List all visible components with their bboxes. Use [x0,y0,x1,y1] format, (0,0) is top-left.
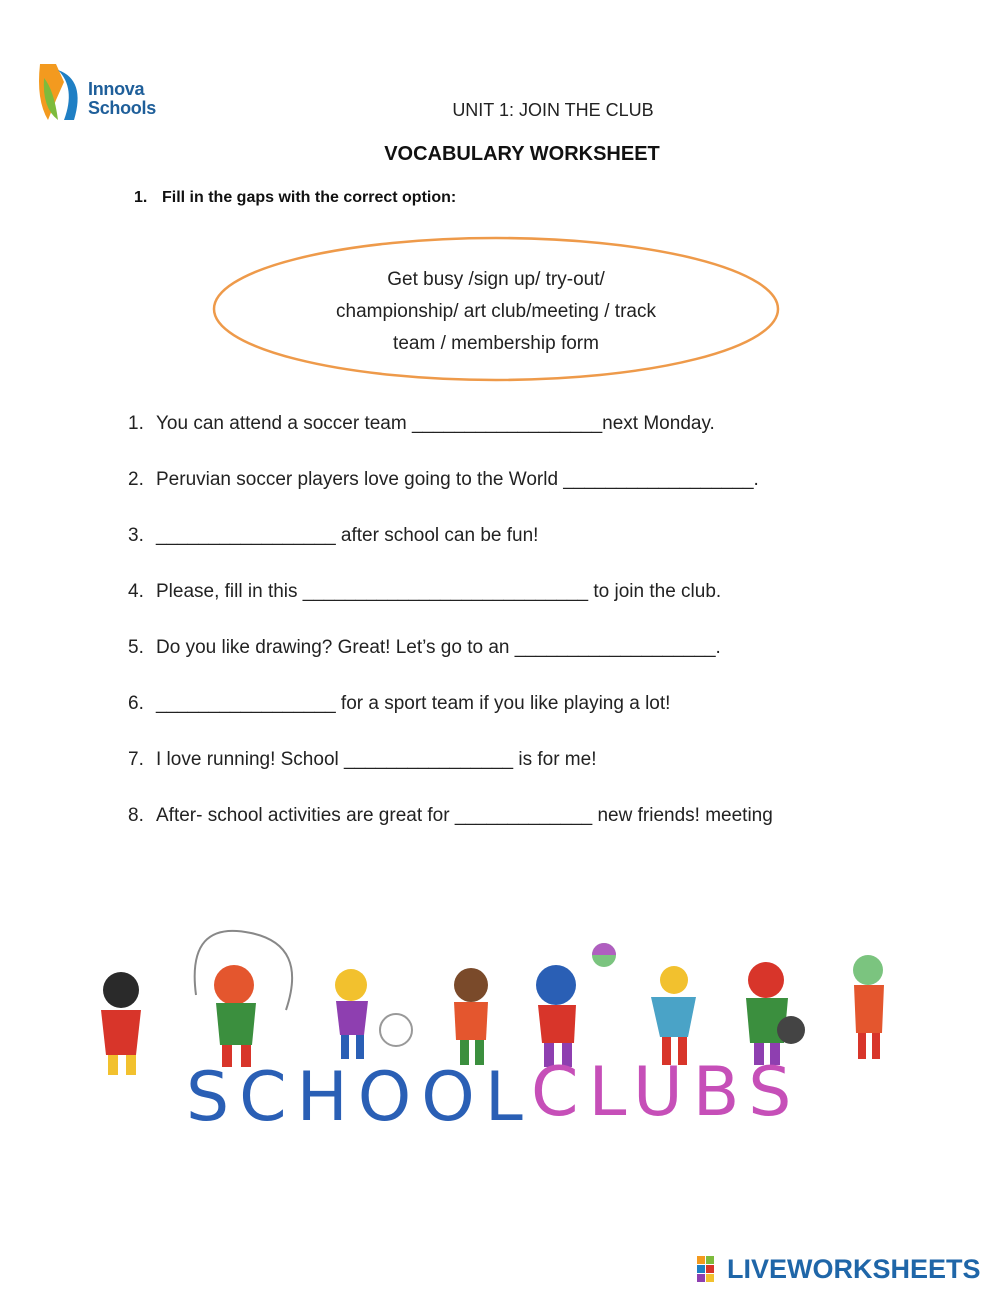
logo-text-line2: Schools [88,98,156,118]
question-number: 1. [128,413,144,434]
question-text[interactable]: _________________ after school can be fun! [156,525,539,546]
kid-figure-4 [454,968,488,1065]
kid-figure-6 [651,966,696,1065]
question-item [128,576,773,632]
question-number: 4. [128,581,144,602]
instruction-text: Fill in the gaps with the correct option: [162,189,457,206]
question-item [128,408,773,464]
question-number: 2. [128,469,144,490]
question-item [128,464,773,520]
instruction [134,189,456,207]
liveworksheets-brand[interactable]: LIVEWORKSHEETS [727,1254,981,1284]
word-bank-line: championship/ art club/meeting / track [336,301,656,322]
question-text[interactable]: I love running! School ________________ is for me! [156,749,597,770]
instruction-number: 1. [134,189,148,206]
question-text[interactable]: After- school activities are great for _____________ new friends! meeting [156,805,773,826]
question-text[interactable]: Peruvian soccer players love going to the World __________________. [156,469,759,490]
question-list [128,408,773,856]
kid-figure-1 [101,972,141,1075]
question-text[interactable]: Please, fill in this ___________________________ to join the club. [156,581,722,602]
unit-heading: UNIT 1: JOIN THE CLUB [452,100,654,120]
question-item [128,800,773,856]
question-number: 5. [128,637,144,658]
question-text[interactable]: You can attend a soccer team __________________next Monday. [156,413,715,434]
question-text[interactable]: Do you like drawing? Great! Let’s go to an ___________________. [156,637,721,658]
question-item [128,632,773,688]
question-number: 6. [128,693,144,714]
school-clubs-illustration [76,925,916,1140]
hoop-icon [380,1014,412,1046]
school-word: SCHOOL [186,1058,533,1137]
kid-figure-8 [853,955,884,1059]
kid-figure-3 [335,969,368,1059]
question-item [128,520,773,576]
word-bank-line: team / membership form [393,333,599,354]
question-number: 3. [128,525,144,546]
clubs-word: CLUBS [531,1053,802,1132]
question-item [128,744,773,800]
page-title: VOCABULARY WORKSHEET [384,143,660,165]
kid-figure-7 [746,962,805,1065]
question-text[interactable]: _________________ for a sport team if you like playing a lot! [156,693,671,714]
question-number: 8. [128,805,144,826]
question-number: 7. [128,749,144,770]
word-bank [212,264,780,360]
liveworksheets-logo-icon [697,1256,723,1284]
logo-text-line1: Innova [88,79,145,99]
kid-figure-5 [536,965,576,1067]
question-item [128,688,773,744]
kid-figure-2 [214,965,256,1067]
word-bank-line: Get busy /sign up/ try-out/ [387,269,605,290]
